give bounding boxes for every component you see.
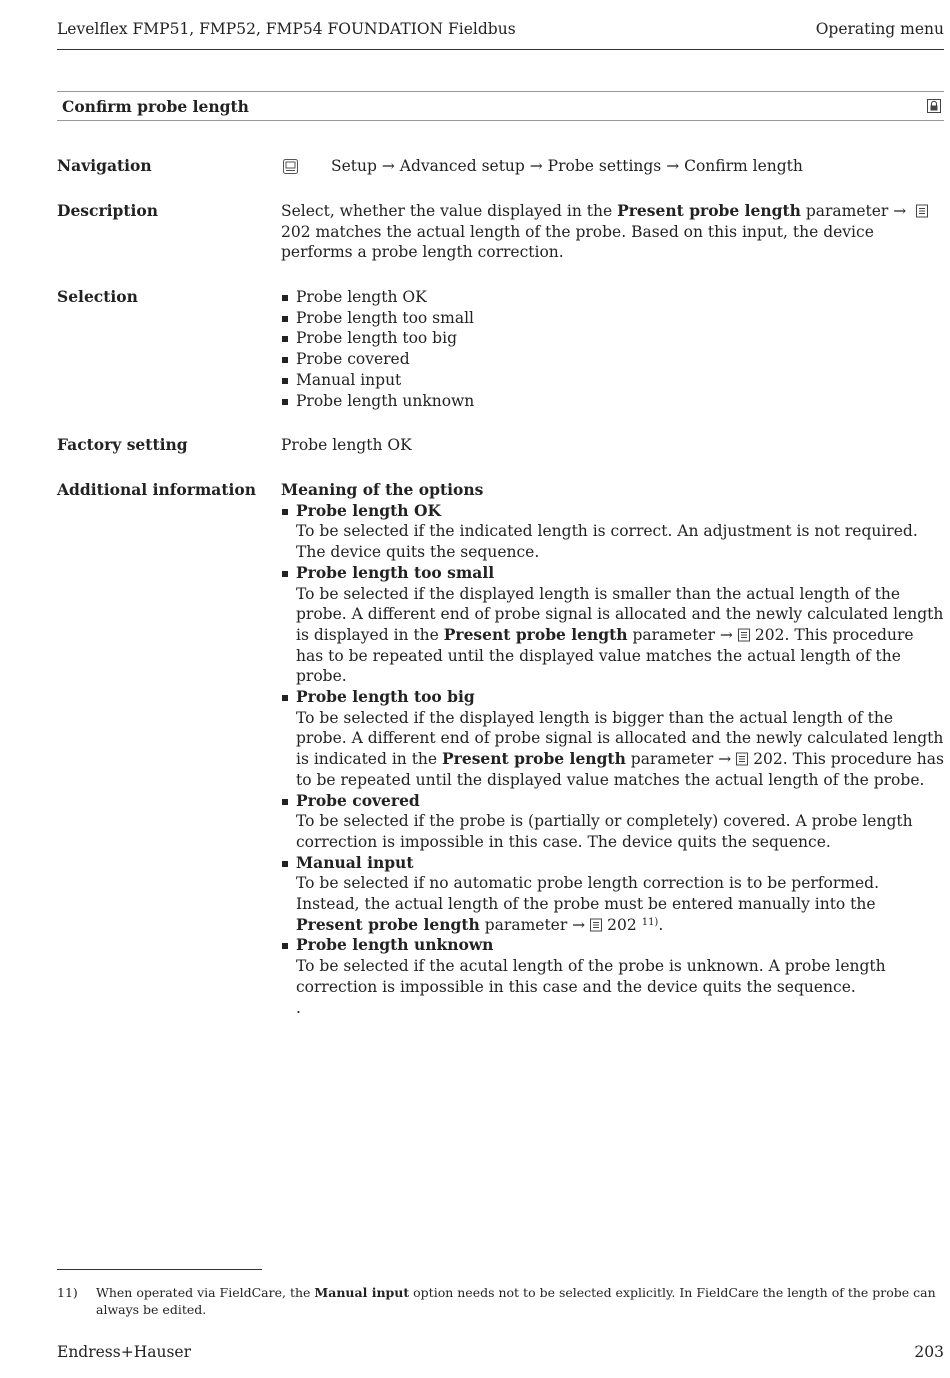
page-footer	[57, 1343, 944, 1361]
navigation-label: Navigation	[57, 156, 152, 175]
options-list	[281, 501, 944, 1019]
book-icon	[589, 918, 603, 932]
additional-information-label: Additional information	[57, 480, 257, 499]
page-reference[interactable]: 202	[754, 625, 785, 644]
book-icon	[737, 628, 751, 642]
option-manual-input: Manual input To be selected if no automatic probe length correction is to be performed. Instead, the actual length of the probe must be entered manually into the Present probe length parameter → 202 $^{11)}$.	[281, 853, 944, 936]
page-number: 203	[914, 1343, 944, 1361]
list-item: Manual input	[281, 370, 944, 391]
page-reference[interactable]: 202	[753, 750, 783, 769]
page-reference[interactable]: 202	[607, 915, 637, 934]
option-probe-covered: Probe covered To be selected if the probe is (partially or completely) covered. A probe length correction is impossible in this case. The device quits the sequence.	[281, 791, 944, 853]
navigation-path: Setup → Advanced setup → Probe settings → Confirm length	[331, 157, 803, 175]
header-section-title: Operating menu	[815, 20, 944, 38]
selection-list	[281, 287, 944, 411]
option-probe-length-too-small: Probe length too small To be selected if the displayed length is smaller than the actual length of the probe. A different end of probe signal is allocated and the newly calculated length is displayed in the Present probe length parameter → 202. This procedure has to be repeated until the displayed value matches the actual length of the probe.	[281, 563, 944, 687]
selection-label: Selection	[57, 287, 138, 306]
factory-setting-label: Factory setting	[57, 435, 188, 454]
list-item: Probe covered	[281, 349, 944, 370]
footer-company: Endress+Hauser	[57, 1343, 191, 1361]
footnote-text: When operated via FieldCare, the Manual input option needs not to be selected explicitly. In FieldCare the length of the probe can always be edited.	[96, 1285, 936, 1317]
list-item: Probe length OK	[281, 287, 944, 308]
book-icon	[915, 204, 929, 218]
option-probe-length-ok: Probe length OK To be selected if the indicated length is correct. An adjustment is not required. The device quits the sequence.	[281, 501, 944, 563]
selection-content	[281, 287, 944, 411]
additional-information-content	[281, 480, 944, 1018]
trailing-dot: .	[296, 998, 301, 1017]
list-item: Probe length too big	[281, 328, 944, 349]
option-probe-length-too-big: Probe length too big To be selected if the displayed length is bigger than the actual length of the probe. A different end of probe signal is allocated and the newly calculated length is indicated in the Present probe length parameter → 202. This procedure has to be repeated until the displayed value matches the actual length of the probe.	[281, 687, 944, 791]
parameter-link-text: Present probe length	[617, 201, 801, 220]
navigation-content	[281, 156, 944, 177]
page-header	[57, 20, 944, 50]
parameter-title-bar	[57, 91, 944, 121]
option-probe-length-unknown: Probe length unknown To be selected if the acutal length of the probe is unknown. A probe length correction is impossible in this case and the device quits the sequence. .	[281, 935, 944, 1018]
options-heading: Meaning of the options	[281, 480, 484, 499]
display-icon	[283, 159, 298, 174]
list-item: Probe length unknown	[281, 391, 944, 412]
book-icon	[735, 752, 749, 766]
footnote-number: 11)	[57, 1285, 78, 1300]
description-label: Description	[57, 201, 159, 220]
lock-icon	[927, 99, 941, 113]
list-item: Probe length too small	[281, 308, 944, 329]
footnote-reference[interactable]: 11)	[641, 916, 659, 928]
footnote-divider	[57, 1269, 262, 1270]
description-text: Select, whether the value displayed in the Present probe length parameter → 202 matches the actual length of the probe. Based on this input, the device performs a probe length correction.	[281, 201, 944, 263]
parameter-title: Confirm probe length	[62, 96, 249, 116]
factory-setting-value: Probe length OK	[281, 436, 412, 454]
page-reference[interactable]: 202	[281, 222, 311, 241]
header-document-title: Levelflex FMP51, FMP52, FMP54 FOUNDATION Fieldbus	[57, 20, 516, 38]
